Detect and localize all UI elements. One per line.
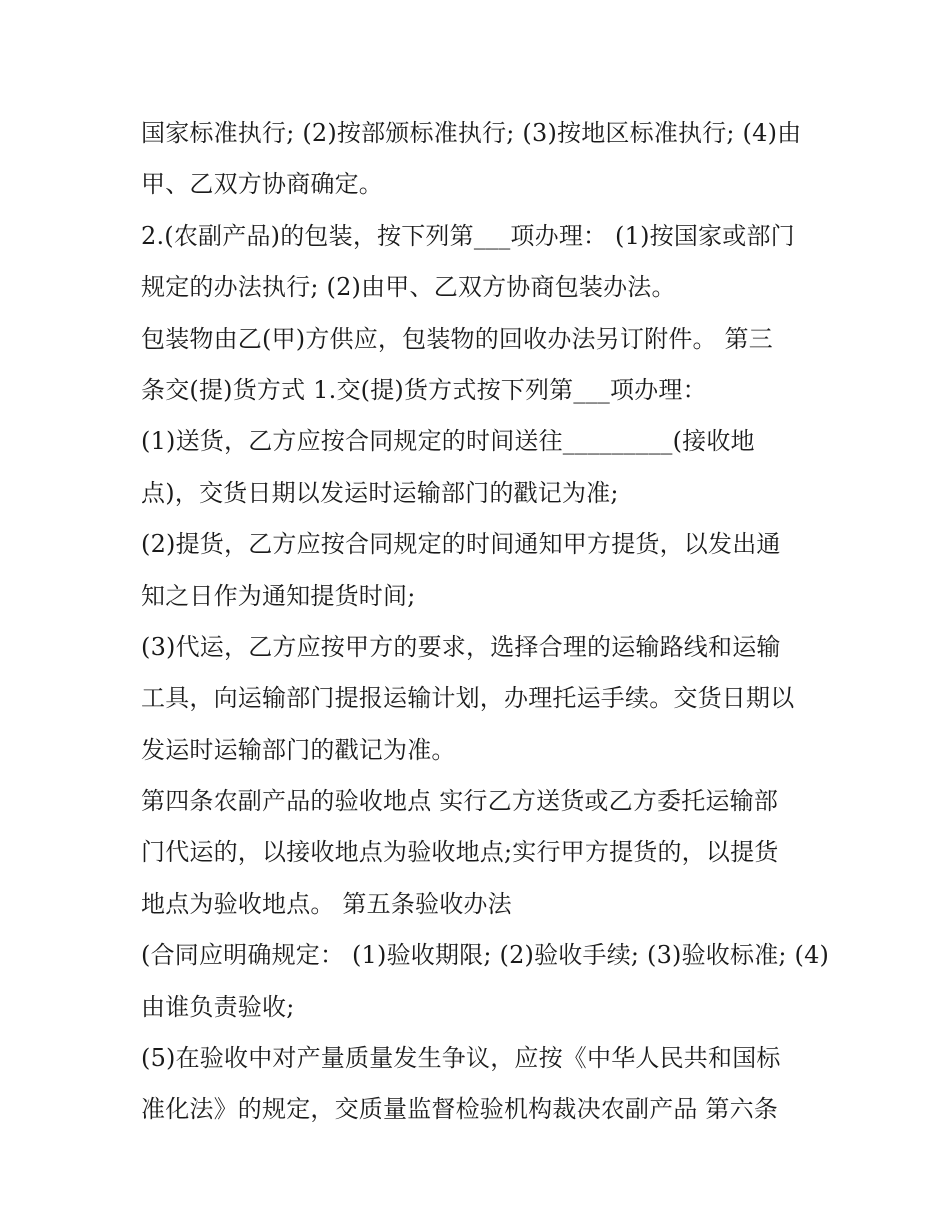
text-line: (2)提货，乙方应按合同规定的时间通知甲方提货，以发出通 — [141, 530, 781, 559]
text-line: 甲、乙双方协商确定。 — [141, 170, 383, 199]
text-line: 门代运的，以接收地点为验收地点;实行甲方提货的，以提货 — [141, 838, 779, 867]
text-line: 国家标准执行; (2)按部颁标准执行; (3)按地区标准执行; (4)由 — [141, 119, 802, 147]
text-line: 包装物由乙(甲)方供应，包装物的回收办法另订附件。 第三 — [141, 324, 773, 353]
text-line: (1)送货，乙方应按合同规定的时间送往_________(接收地 — [141, 427, 755, 456]
text-line: 知之日作为通知提货时间; — [141, 581, 416, 610]
text-line: 2.(农副产品)的包装，按下列第___项办理： (1)按国家或部门 — [141, 221, 795, 250]
text-line: 准化法》的规定，交质量监督检验机构裁决农副产品 第六条 — [141, 1095, 779, 1124]
text-line: 条交(提)货方式 1.交(提)货方式按下列第___项办理： — [141, 375, 707, 404]
text-line: 规定的办法执行; (2)由甲、乙双方协商包装办法。 — [141, 273, 676, 302]
text-line: 由谁负责验收; — [141, 992, 295, 1021]
text-line: (合同应明确规定： (1)验收期限; (2)验收手续; (3)验收标准; (4) — [141, 941, 830, 970]
text-line: 地点为验收地点。 第五条验收办法 — [141, 889, 512, 918]
text-line: 工具，向运输部门提报运输计划，办理托运手续。交货日期以 — [141, 684, 795, 713]
text-line: (5)在验收中对产量质量发生争议，应按《中华人民共和国标 — [141, 1044, 781, 1073]
text-line: 第四条农副产品的验收地点 实行乙方送货或乙方委托运输部 — [141, 787, 779, 816]
text-line: 点)，交货日期以发运时运输部门的戳记为准; — [141, 478, 619, 507]
contract-text — [141, 108, 830, 1136]
text-line: (3)代运，乙方应按甲方的要求，选择合理的运输路线和运输 — [141, 632, 781, 661]
text-line: 发运时运输部门的戳记为准。 — [141, 735, 456, 764]
